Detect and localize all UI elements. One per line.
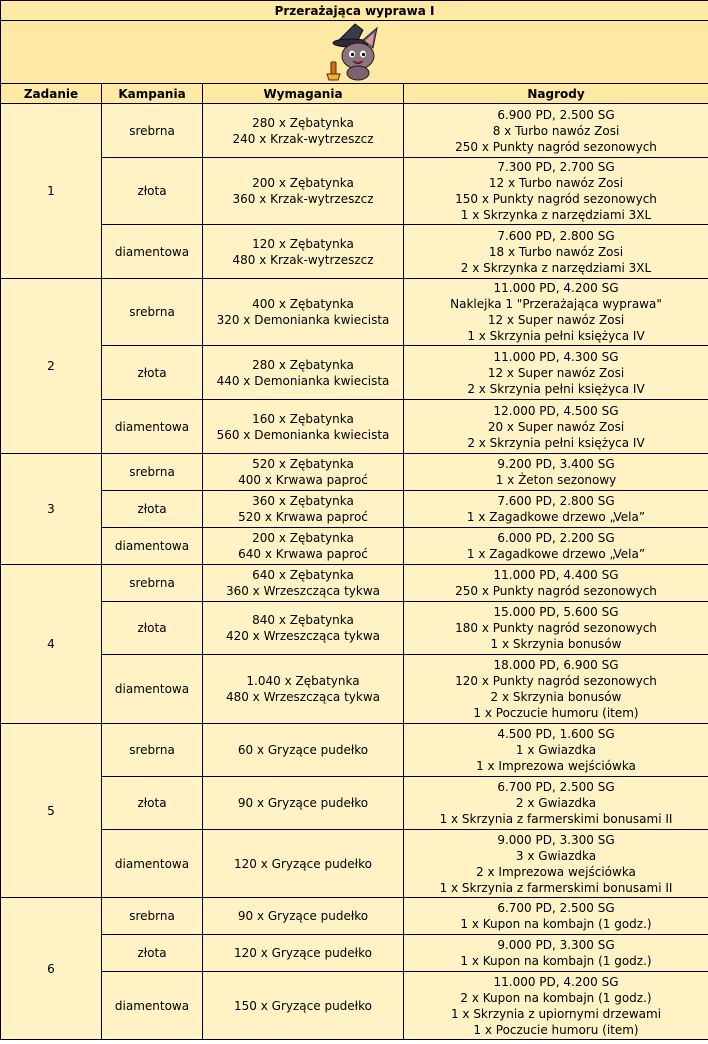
reward-line: 15.000 PD, 5.600 SG — [493, 605, 619, 619]
reward-line: 120 x Punkty nagród sezonowych — [455, 674, 657, 688]
table-title: Przerażająca wyprawa I — [1, 1, 708, 21]
requirements-cell — [203, 935, 404, 972]
table-body — [1, 104, 708, 1040]
requirement-line: 320 x Demonianka kwiecista — [216, 313, 390, 327]
reward-line: 7.600 PD, 2.800 SG — [497, 228, 615, 243]
table-row — [1, 225, 708, 279]
reward-line: 6.700 PD, 2.500 SG — [497, 901, 615, 915]
header-kampania: Kampania — [102, 84, 203, 104]
table-row — [1, 655, 708, 724]
requirement-line: 420 x Wrzeszcząca tykwa — [225, 629, 381, 643]
reward-line: 12.000 PD, 4.500 SG — [493, 403, 619, 418]
header-wymagania: Wymagania — [203, 84, 404, 104]
reward-line: 1 x Skrzynia z farmerskimi bonusami II — [439, 880, 673, 895]
requirements-cell — [203, 602, 404, 655]
rewards-cell — [404, 528, 708, 565]
rewards-cell — [404, 972, 708, 1040]
campaign-cell: diamentowa — [102, 655, 203, 724]
requirements-cell — [203, 454, 404, 491]
reward-line: 12 x Super nawóz Zosi — [487, 313, 625, 327]
reward-line: 250 x Punkty nagród sezonowych — [455, 584, 657, 598]
reward-line: 3 x Gwiazdka — [515, 848, 597, 863]
table-row — [1, 158, 708, 225]
reward-line: 1 x Żeton sezonowy — [495, 473, 617, 487]
campaign-cell: srebrna — [102, 724, 203, 777]
table-row — [1, 898, 708, 935]
rewards-cell — [404, 935, 708, 972]
requirements-cell — [203, 346, 404, 400]
reward-line: 1 x Poczucie humoru (item) — [473, 1022, 639, 1037]
rewards-cell — [404, 225, 708, 279]
table-row — [1, 279, 708, 346]
task-number: 6 — [1, 898, 102, 1040]
reward-line: 9.200 PD, 3.400 SG — [497, 457, 615, 471]
campaign-cell: złota — [102, 491, 203, 528]
reward-line: 2 x Skrzynka z narzędziami 3XL — [460, 260, 652, 275]
campaign-cell: diamentowa — [102, 972, 203, 1040]
witch-hat-cat-mascot-icon — [323, 22, 387, 82]
requirements-cell — [203, 491, 404, 528]
requirement-line: 360 x Wrzeszcząca tykwa — [225, 584, 381, 598]
campaign-cell: srebrna — [102, 565, 203, 602]
reward-line: 180 x Punkty nagród sezonowych — [455, 621, 657, 635]
requirement-line: 120 x Gryzące pudełko — [234, 946, 372, 960]
requirement-line: 90 x Gryzące pudełko — [237, 909, 369, 923]
requirement-line: 520 x Zębatynka — [252, 457, 354, 471]
table-row — [1, 104, 708, 158]
requirement-line: 280 x Zębatynka — [252, 115, 354, 130]
rewards-cell — [404, 898, 708, 935]
reward-line: 1 x Skrzynia z upiornymi drzewami — [450, 1006, 662, 1021]
rewards-cell — [404, 279, 708, 346]
campaign-cell: złota — [102, 935, 203, 972]
requirement-line: 280 x Zębatynka — [252, 357, 354, 372]
reward-line: 1 x Skrzynia z farmerskimi bonusami II — [439, 812, 673, 826]
rewards-cell — [404, 104, 708, 158]
campaign-cell: diamentowa — [102, 400, 203, 454]
reward-line: 7.300 PD, 2.700 SG — [497, 160, 615, 174]
reward-line: 6.000 PD, 2.200 SG — [497, 531, 615, 545]
table-row — [1, 602, 708, 655]
reward-line: 20 x Super nawóz Zosi — [487, 419, 625, 434]
requirements-cell — [203, 400, 404, 454]
requirements-cell — [203, 972, 404, 1040]
reward-line: 150 x Punkty nagród sezonowych — [455, 192, 657, 206]
campaign-cell: srebrna — [102, 898, 203, 935]
table-row — [1, 972, 708, 1040]
campaign-cell: srebrna — [102, 104, 203, 158]
reward-line: 1 x Imprezowa wejściówka — [476, 759, 636, 773]
mascot-cell — [1, 21, 708, 84]
rewards-cell — [404, 602, 708, 655]
requirement-line: 240 x Krzak-wytrzeszcz — [232, 131, 374, 146]
rewards-cell — [404, 400, 708, 454]
table-row — [1, 565, 708, 602]
requirement-line: 360 x Zębatynka — [252, 494, 354, 508]
rewards-cell — [404, 491, 708, 528]
reward-line: 2 x Kupon na kombajn (1 godz.) — [460, 990, 652, 1005]
requirements-cell — [203, 655, 404, 724]
requirement-line: 360 x Krzak-wytrzeszcz — [232, 192, 374, 206]
reward-line: 12 x Turbo nawóz Zosi — [488, 176, 624, 190]
requirement-line: 480 x Wrzeszcząca tykwa — [225, 690, 381, 704]
campaign-cell: złota — [102, 777, 203, 830]
requirement-line: 120 x Zębatynka — [252, 236, 354, 251]
requirements-cell — [203, 830, 404, 898]
table-row — [1, 830, 708, 898]
requirement-line: 400 x Zębatynka — [252, 297, 354, 311]
requirement-line: 200 x Zębatynka — [252, 531, 354, 545]
reward-line: Naklejka 1 "Przerażająca wyprawa" — [450, 297, 662, 311]
table-row — [1, 491, 708, 528]
rewards-cell — [404, 724, 708, 777]
reward-line: 9.000 PD, 3.300 SG — [497, 938, 615, 952]
reward-line: 1 x Kupon na kombajn (1 godz.) — [460, 917, 652, 931]
rewards-cell — [404, 655, 708, 724]
reward-line: 12 x Super nawóz Zosi — [487, 365, 625, 380]
requirement-line: 520 x Krwawa paproć — [238, 510, 368, 524]
reward-line: 4.500 PD, 1.600 SG — [497, 727, 615, 741]
campaign-cell: złota — [102, 158, 203, 225]
requirement-line: 200 x Zębatynka — [252, 176, 354, 190]
requirement-line: 400 x Krwawa paproć — [238, 473, 368, 487]
campaign-cell: diamentowa — [102, 830, 203, 898]
requirement-line: 480 x Krzak-wytrzeszcz — [232, 252, 374, 267]
reward-line: 7.600 PD, 2.800 SG — [497, 494, 615, 508]
requirements-cell — [203, 279, 404, 346]
requirements-cell — [203, 724, 404, 777]
reward-line: 1 x Skrzynka z narzędziami 3XL — [460, 208, 652, 222]
requirements-cell — [203, 777, 404, 830]
reward-line: 1 x Skrzynia bonusów — [490, 637, 622, 651]
reward-line: 6.700 PD, 2.500 SG — [497, 780, 615, 794]
table-row — [1, 724, 708, 777]
rewards-cell — [404, 830, 708, 898]
reward-line: 11.000 PD, 4.200 SG — [493, 281, 619, 295]
reward-line: 11.000 PD, 4.400 SG — [493, 568, 619, 582]
reward-line: 2 x Skrzynia pełni księżyca IV — [467, 381, 645, 396]
requirement-line: 160 x Zębatynka — [252, 411, 354, 426]
table-row — [1, 528, 708, 565]
table-row — [1, 400, 708, 454]
reward-line: 1 x Zagadkowe drzewo „Vela” — [466, 510, 646, 524]
campaign-cell: złota — [102, 602, 203, 655]
requirement-line: 440 x Demonianka kwiecista — [216, 373, 390, 388]
requirement-line: 1.040 x Zębatynka — [246, 674, 360, 688]
table-row — [1, 935, 708, 972]
requirement-line: 90 x Gryzące pudełko — [237, 796, 369, 810]
reward-line: 1 x Kupon na kombajn (1 godz.) — [460, 954, 652, 968]
rewards-cell — [404, 454, 708, 491]
task-number: 3 — [1, 454, 102, 565]
reward-line: 250 x Punkty nagród sezonowych — [455, 139, 657, 154]
rewards-cell — [404, 565, 708, 602]
reward-line: 2 x Gwiazdka — [515, 796, 597, 810]
table-row — [1, 777, 708, 830]
reward-line: 11.000 PD, 4.300 SG — [493, 349, 619, 364]
task-number: 5 — [1, 724, 102, 898]
requirement-line: 120 x Gryzące pudełko — [234, 856, 372, 871]
requirement-line: 560 x Demonianka kwiecista — [216, 427, 390, 442]
task-number: 4 — [1, 565, 102, 724]
requirement-line: 150 x Gryzące pudełko — [234, 998, 372, 1013]
table-row — [1, 454, 708, 491]
reward-line: 11.000 PD, 4.200 SG — [493, 974, 619, 989]
task-number: 1 — [1, 104, 102, 279]
requirements-cell — [203, 225, 404, 279]
requirements-cell — [203, 104, 404, 158]
rewards-cell — [404, 777, 708, 830]
reward-line: 8 x Turbo nawóz Zosi — [492, 123, 620, 138]
requirement-line: 60 x Gryzące pudełko — [237, 743, 369, 757]
task-number: 2 — [1, 279, 102, 454]
reward-line: 18 x Turbo nawóz Zosi — [488, 244, 624, 259]
reward-line: 9.000 PD, 3.300 SG — [497, 832, 615, 847]
reward-line: 1 x Poczucie humoru (item) — [473, 706, 639, 720]
requirements-cell — [203, 528, 404, 565]
reward-line: 1 x Gwiazdka — [515, 743, 597, 757]
reward-line: 2 x Imprezowa wejściówka — [476, 864, 636, 879]
reward-line: 1 x Skrzynia pełni księżyca IV — [467, 329, 645, 343]
requirement-line: 640 x Zębatynka — [252, 568, 354, 582]
header-zadanie: Zadanie — [1, 84, 102, 104]
reward-line: 2 x Skrzynia bonusów — [490, 690, 622, 704]
campaign-cell: srebrna — [102, 454, 203, 491]
header-row — [1, 84, 708, 104]
campaign-cell: diamentowa — [102, 528, 203, 565]
reward-line: 18.000 PD, 6.900 SG — [493, 658, 619, 672]
reward-line: 2 x Skrzynia pełni księżyca IV — [467, 435, 645, 450]
table-row — [1, 346, 708, 400]
requirement-line: 640 x Krwawa paproć — [238, 547, 368, 561]
header-nagrody: Nagrody — [404, 84, 708, 104]
requirements-cell — [203, 898, 404, 935]
reward-line: 6.900 PD, 2.500 SG — [497, 107, 615, 122]
reward-line: 1 x Zagadkowe drzewo „Vela” — [466, 547, 646, 561]
requirement-line: 840 x Zębatynka — [252, 613, 354, 627]
rewards-cell — [404, 158, 708, 225]
campaign-cell: diamentowa — [102, 225, 203, 279]
campaign-cell: złota — [102, 346, 203, 400]
rewards-cell — [404, 346, 708, 400]
campaign-cell: srebrna — [102, 279, 203, 346]
requirements-cell — [203, 565, 404, 602]
requirements-cell — [203, 158, 404, 225]
